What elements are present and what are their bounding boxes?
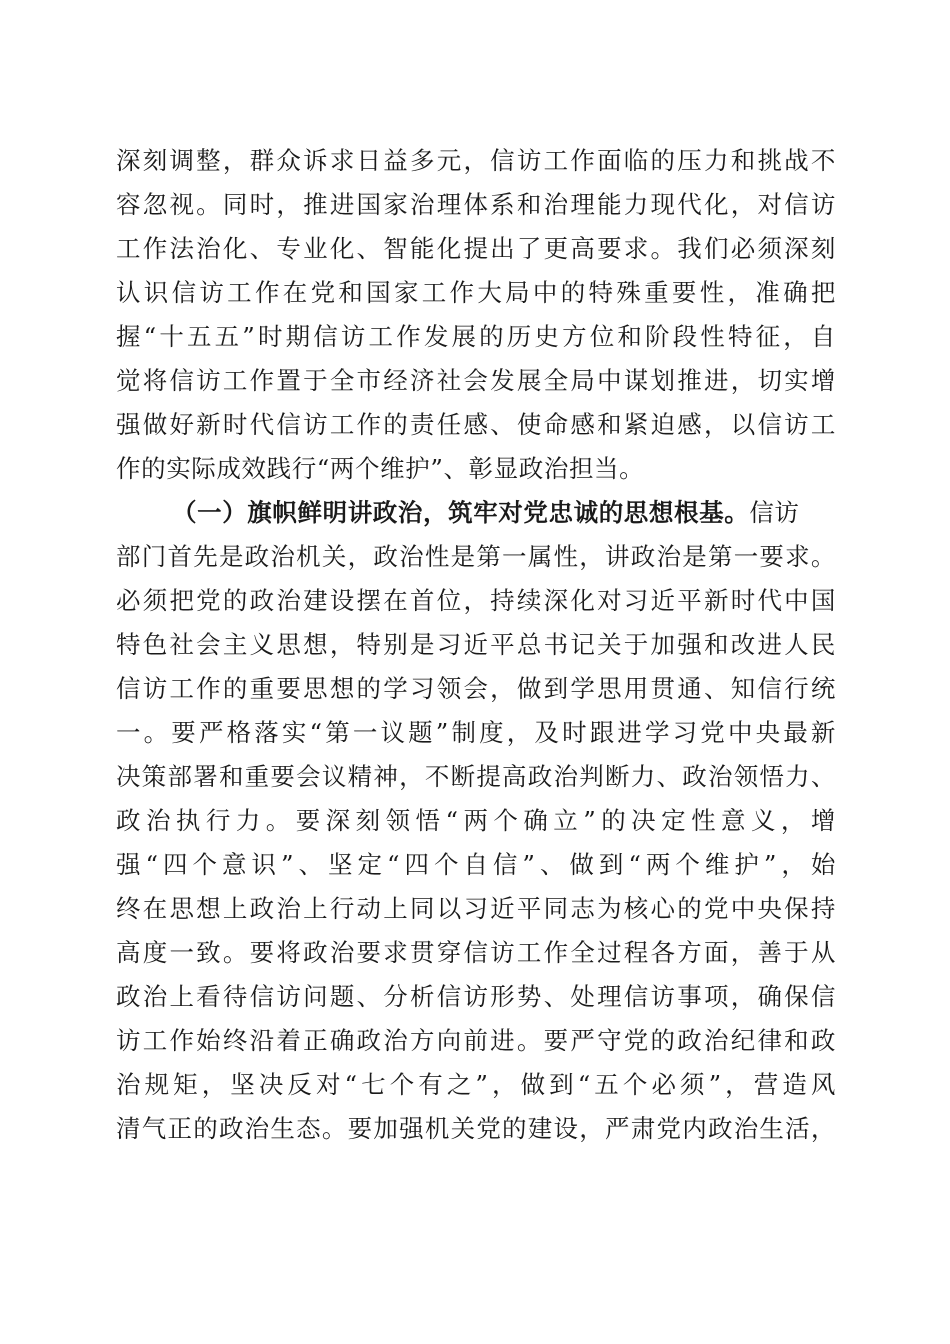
paragraph-1-line-5: 握“十五五”时期信访工作发展的历史方位和阶段性特征，自 xyxy=(116,322,836,351)
paragraph-2-line-10: 终在思想上政治上行动上同以习近平同志为核心的党中央保持 xyxy=(116,894,836,923)
paragraph-2-line-15: 清气正的政治生态。要加强机关党的建设，严肃党内政治生活， xyxy=(116,1114,836,1143)
paragraph-1-line-1: 深刻调整，群众诉求日益多元，信访工作面临的压力和挑战不 xyxy=(116,146,836,175)
paragraph-2-line-2: 部门首先是政治机关，政治性是第一属性，讲政治是第一要求。 xyxy=(116,542,836,571)
paragraph-1-line-7: 强做好新时代信访工作的责任感、使命感和紧迫感，以信访工 xyxy=(116,410,836,439)
paragraph-2-line-13: 访工作始终沿着正确政治方向前进。要严守党的政治纪律和政 xyxy=(116,1026,836,1055)
paragraph-1-line-3: 工作法治化、专业化、智能化提出了更高要求。我们必须深刻 xyxy=(116,234,836,263)
paragraph-2-line-1-rest: 信访 xyxy=(749,498,800,527)
paragraph-2-line-14: 治规矩，坚决反对“七个有之”，做到“五个必须”，营造风 xyxy=(116,1070,836,1099)
paragraph-2-line-12: 政治上看待信访问题、分析信访形势、处理信访事项，确保信 xyxy=(116,982,836,1011)
paragraph-1-line-6: 觉将信访工作置于全市经济社会发展全局中谋划推进，切实增 xyxy=(116,366,836,395)
section-heading: （一）旗帜鲜明讲政治，筑牢对党忠诚的思想根基。 xyxy=(172,498,750,527)
paragraph-1-line-8: 作的实际成效践行“两个维护”、彰显政治担当。 xyxy=(116,454,645,483)
paragraph-2-line-1 xyxy=(172,493,836,533)
paragraph-1-line-4: 认识信访工作在党和国家工作大局中的特殊重要性，准确把 xyxy=(116,278,836,307)
paragraph-2-line-7: 决策部署和重要会议精神，不断提高政治判断力、政治领悟力、 xyxy=(116,762,836,791)
paragraph-2-line-6: 一。要严格落实“第一议题”制度，及时跟进学习党中央最新 xyxy=(116,718,836,747)
paragraph-2-line-11: 高度一致。要将政治要求贯穿信访工作全过程各方面，善于从 xyxy=(116,938,836,967)
paragraph-2-line-9: 强“四个意识”、坚定“四个自信”、做到“两个维护”，始 xyxy=(116,850,836,879)
paragraph-2-line-5: 信访工作的重要思想的学习领会，做到学思用贯通、知信行统 xyxy=(116,674,836,703)
paragraph-2-line-8: 政治执行力。要深刻领悟“两个确立”的决定性意义，增 xyxy=(116,806,836,835)
paragraph-1-line-2: 容忽视。同时，推进国家治理体系和治理能力现代化，对信访 xyxy=(116,190,836,219)
paragraph-2-line-3: 必须把党的政治建设摆在首位，持续深化对习近平新时代中国 xyxy=(116,586,836,615)
paragraph-2-line-4: 特色社会主义思想，特别是习近平总书记关于加强和改进人民 xyxy=(116,630,836,659)
